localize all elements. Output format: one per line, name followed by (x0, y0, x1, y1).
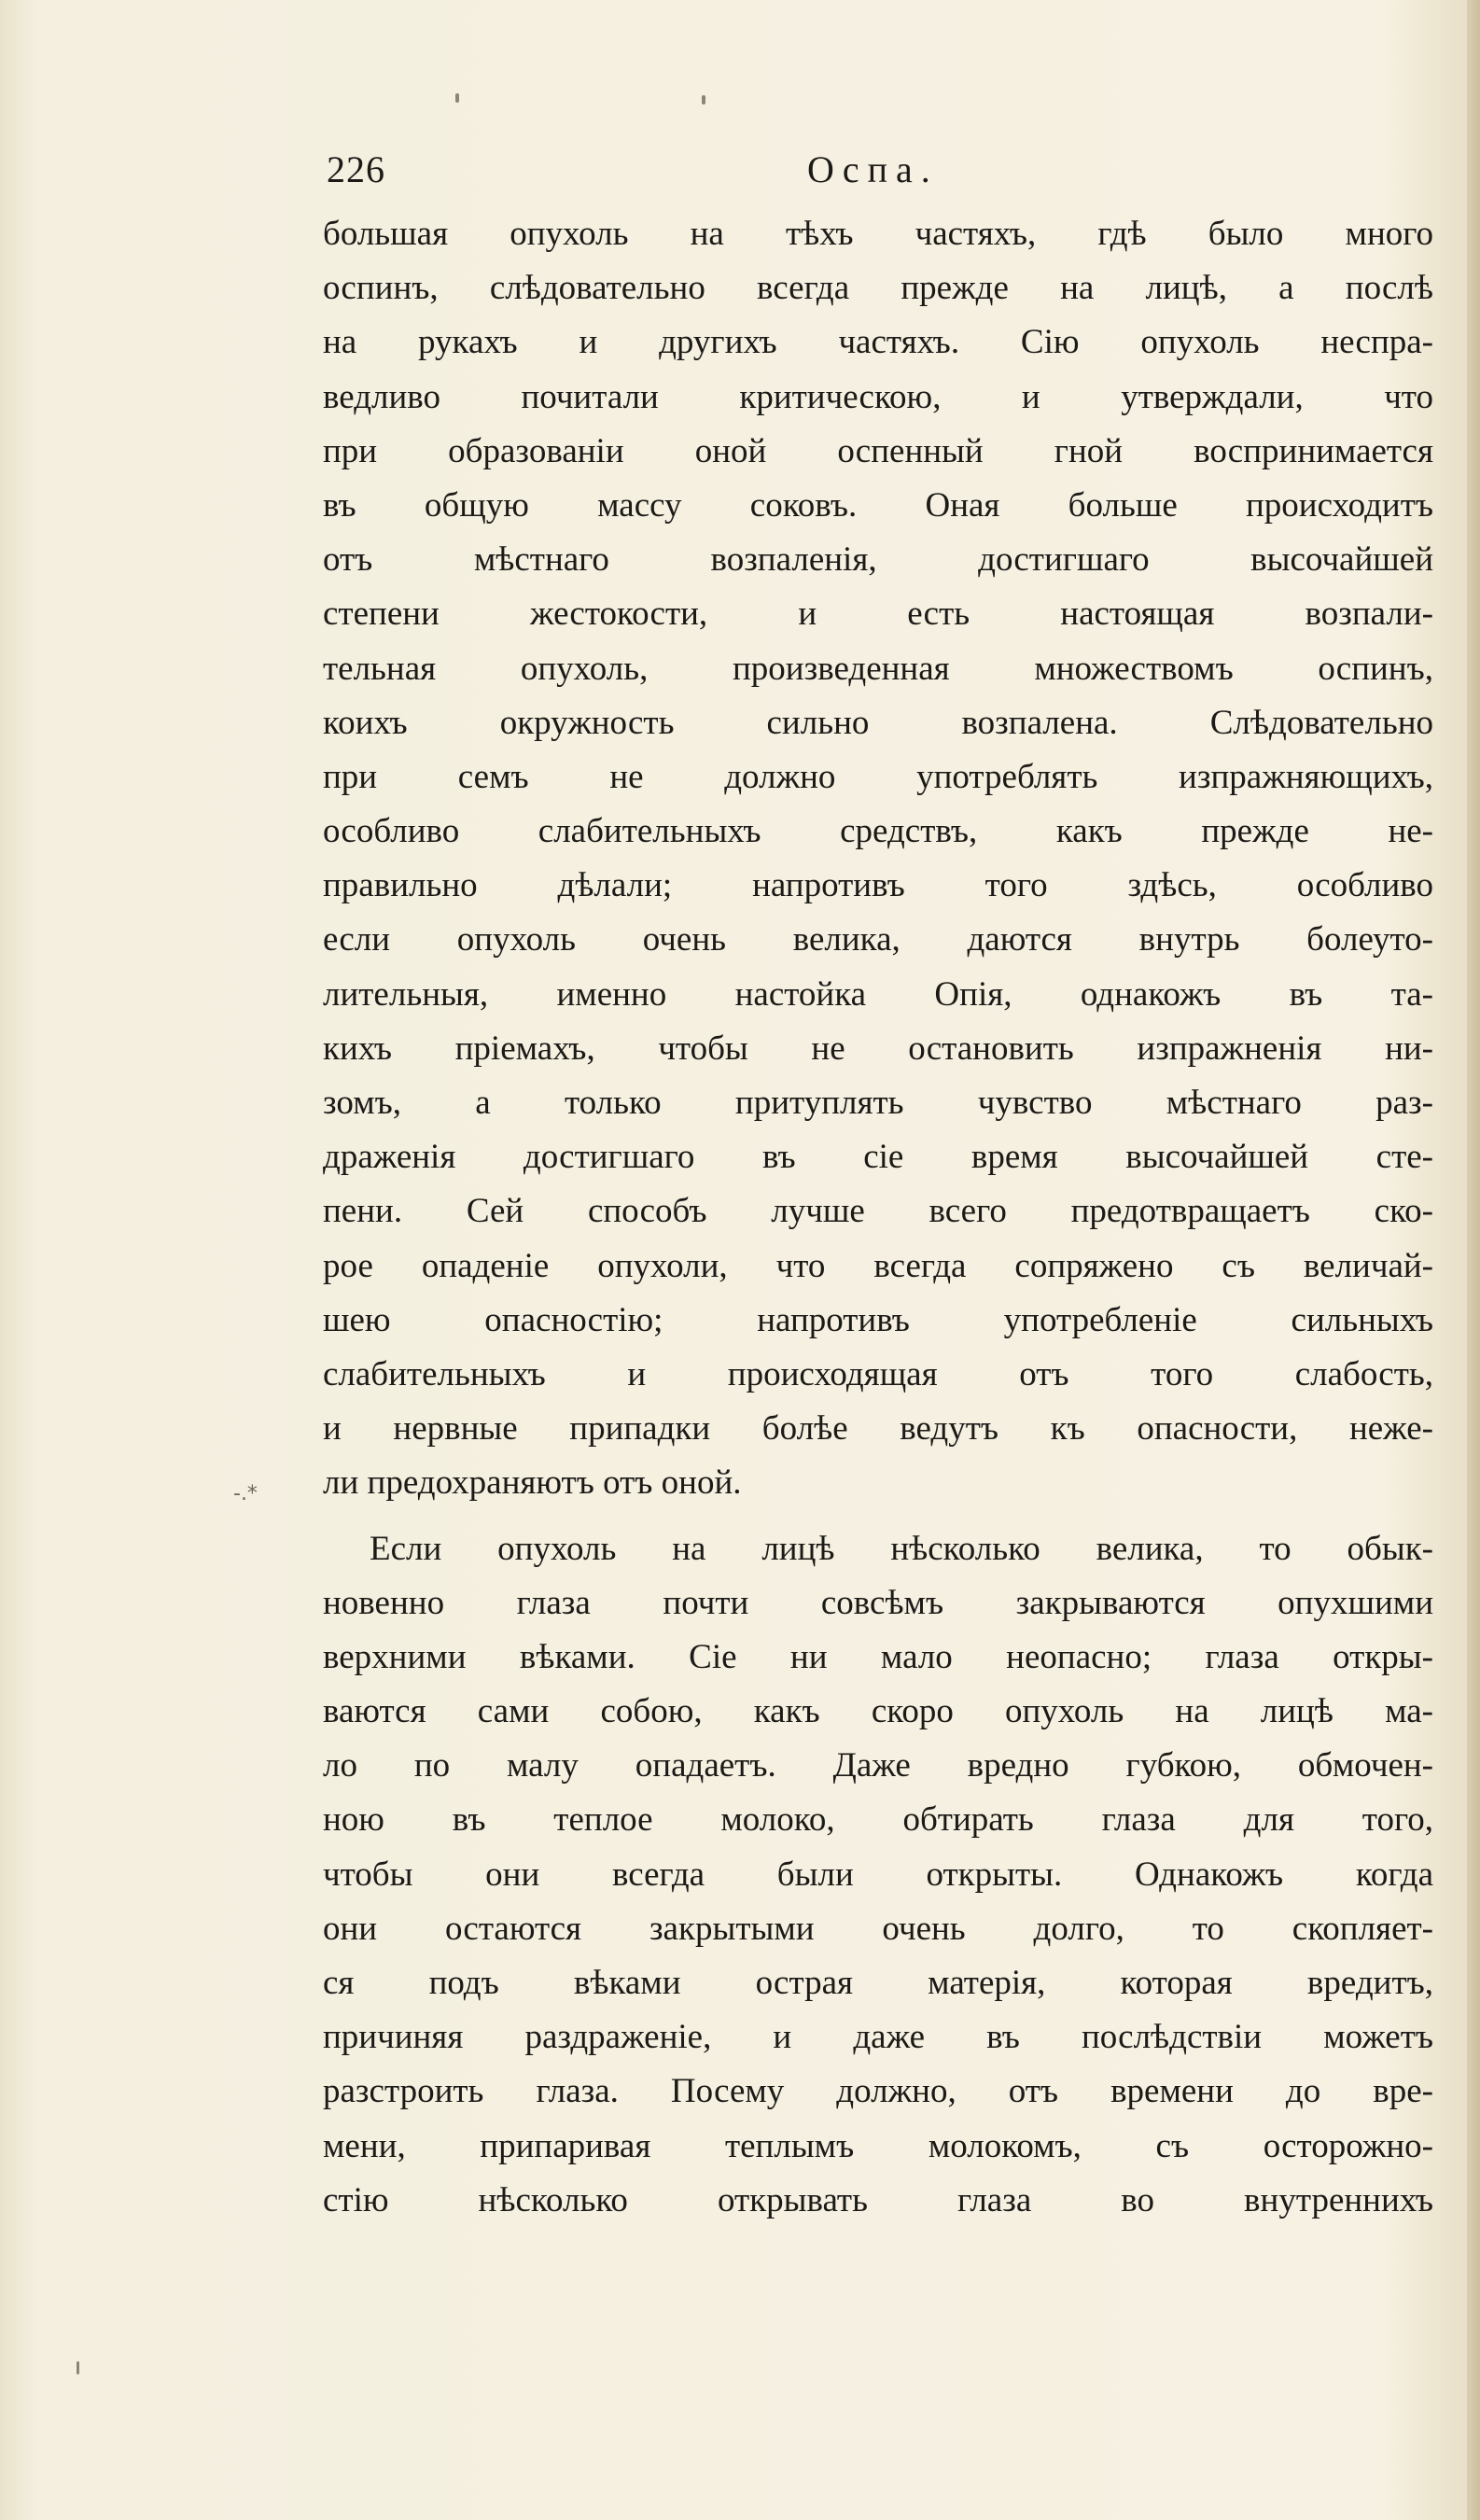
text-line: на рукахъ и другихъ частяхъ. Сію опухоль неспра- (323, 323, 1433, 362)
text-line: если опухоль очень велика, даются внутрь болеуто- (323, 920, 1433, 959)
text-line: при семъ не должно употреблять изпражняющихъ, (323, 757, 1433, 796)
page-number: 226 (327, 148, 385, 190)
paragraph-start-line: Если опухоль на лицѣ нѣсколько велика, то обык- (370, 1529, 1433, 1568)
text-line: пени. Сей способъ лучше всего предотвращаетъ ско- (323, 1192, 1433, 1231)
running-head: Оспа. (807, 148, 939, 190)
text-line: стію нѣсколько открывать глаза во внутреннихъ (323, 2180, 1433, 2219)
text-line: ною въ теплое молоко, обтирать глаза для того, (323, 1800, 1433, 1840)
text-line: отъ мѣстнаго возпаленія, достигшаго высочайшей (323, 540, 1433, 580)
text-line: ло по малу опадаетъ. Даже вредно губкою, обмочен- (323, 1746, 1433, 1785)
text-line: въ общую массу соковъ. Оная больше происходитъ (323, 485, 1433, 525)
text-line: причиняя раздраженіе, и даже въ послѣдствіи можетъ (323, 2018, 1433, 2057)
text-line: лительныя, именно настойка Опія, однакожъ въ та- (323, 974, 1433, 1014)
text-line: и нервные припадки болѣе ведутъ къ опасности, неже- (323, 1409, 1433, 1449)
text-line: ся подъ вѣками острая матерія, которая вредитъ, (323, 1964, 1433, 2002)
text-line: мени, припаривая теплымъ молокомъ, съ осторожно- (323, 2126, 1433, 2165)
text-line: слабительныхъ и происходящая отъ того слабость, (323, 1354, 1433, 1393)
page-edge-shadow (1467, 0, 1480, 2520)
body-text (323, 207, 1433, 2228)
text-line: тельная опухоль, произведенная множествомъ оспинъ, (323, 649, 1433, 688)
text-line: оспинъ, слѣдовательно всегда прежде на лицѣ, а послѣ (323, 269, 1433, 308)
text-line: ведливо почитали критическою, и утверждали, что (323, 377, 1433, 416)
paper-speck (702, 95, 705, 105)
text-line: коихъ окружность сильно возпалена. Слѣдовательно (323, 703, 1433, 742)
text-line: чтобы они всегда были открыты. Однакожъ когда (323, 1855, 1433, 1894)
margin-mark: -.* (233, 1482, 258, 1505)
text-line: ваются сами собою, какъ скоро опухоль на лицѣ ма- (323, 1692, 1433, 1731)
text-line: новенно глаза почти совсѣмъ закрываются опухшими (323, 1583, 1433, 1622)
text-line: верхними вѣками. Сіе ни мало неопасно; глаза откры- (323, 1637, 1433, 1676)
text-line: шею опасностію; напротивъ употребленіе сильныхъ (323, 1300, 1433, 1339)
text-line: при образованіи оной оспенный гной воспринимается (323, 431, 1433, 470)
paper-speck (455, 93, 459, 103)
text-line: кихъ пріемахъ, чтобы не остановить изпражненія ни- (323, 1029, 1433, 1068)
text-line: они остаются закрытыми очень долго, то скопляет- (323, 1909, 1433, 1948)
text-line: драженія достигшаго въ сіе время высочайшей сте- (323, 1138, 1433, 1177)
text-line: особливо слабительныхъ средствъ, какъ прежде не- (323, 812, 1433, 851)
paragraph-end-line: ли предохраняютъ отъ оной. (323, 1463, 742, 1503)
text-line: разстроить глаза. Посему должно, отъ времени до вре- (323, 2072, 1433, 2111)
text-line: правильно дѣлали; напротивъ того здѣсь, особливо (323, 866, 1433, 905)
page-header (327, 147, 1437, 203)
text-line: зомъ, а только притуплять чувство мѣстнаго раз- (323, 1084, 1433, 1122)
text-line: рое опаденіе опухоли, что всегда сопряжено съ величай- (323, 1246, 1433, 1285)
text-line: степени жестокости, и есть настоящая возпали- (323, 595, 1433, 634)
text-line: большая опухоль на тѣхъ частяхъ, гдѣ было много (323, 215, 1433, 253)
paper-speck (77, 2361, 79, 2374)
